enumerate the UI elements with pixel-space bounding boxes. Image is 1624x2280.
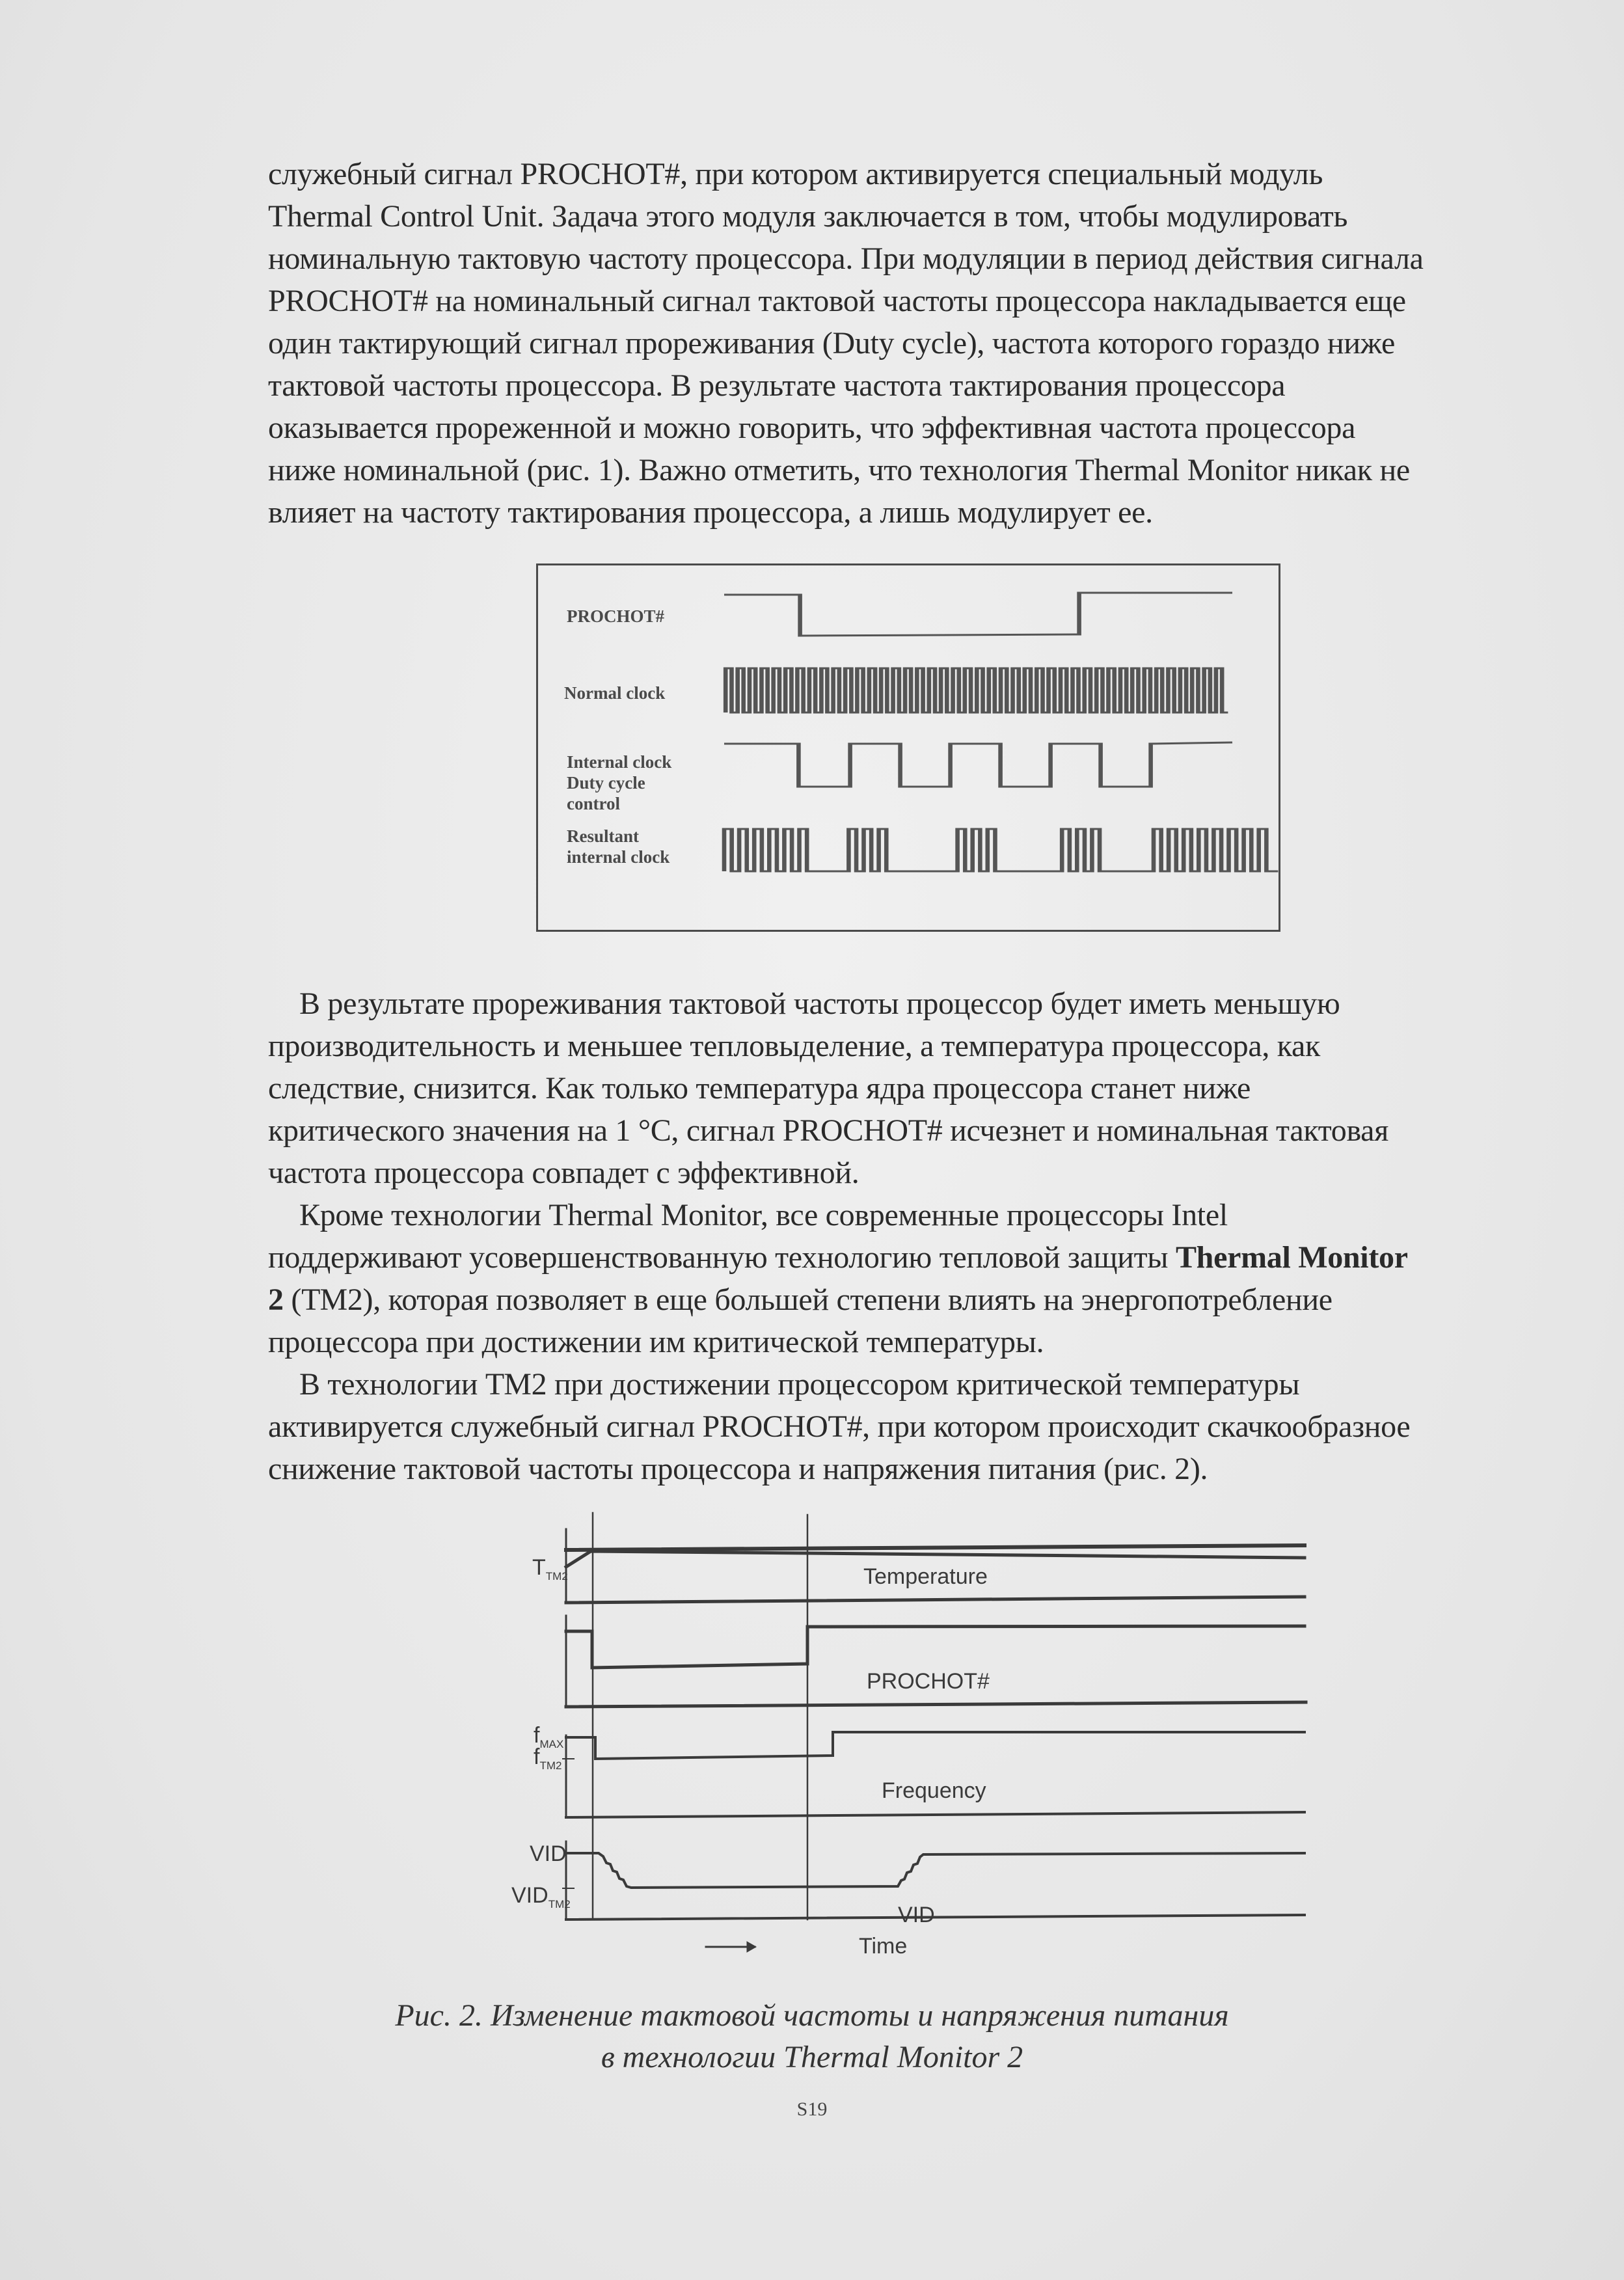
waveform-duty-cycle	[724, 742, 1232, 787]
text-line: В результате прореживания тактовой частоты процессор будет иметь меньшую	[299, 986, 1340, 1021]
label-ftm2	[534, 1744, 562, 1772]
text-line: номинальную тактовую частоту процессора. При модуляции в период действия сигнала	[268, 241, 1424, 276]
fig1-waveforms	[538, 565, 1282, 934]
label-text: f	[534, 1744, 540, 1769]
figure-1-clock-modulation-diagram	[536, 563, 1280, 932]
text-line	[268, 1279, 1333, 1321]
temp-baseline	[566, 1597, 1305, 1603]
label-vid: VID	[530, 1841, 567, 1866]
label-vid-tm2	[511, 1883, 571, 1911]
panel-label-prochot: PROCHOT#	[867, 1669, 990, 1694]
text-line: следствие, снизится. Как только температура ядра процессора станет ниже	[268, 1071, 1251, 1106]
label-normal-clock: Normal clock	[564, 683, 666, 703]
paragraph-result	[268, 983, 1411, 1490]
text-line: служебный сигнал PROCHOT#, при котором активируется специальный модуль	[268, 157, 1323, 191]
term-thermal-monitor: Thermal Monitor	[1175, 1240, 1408, 1275]
figure-2-caption-line1: Рис. 2. Изменение тактовой частоты и напряжения питания	[395, 1998, 1229, 2033]
label-prochot: PROCHOT#	[567, 606, 665, 626]
label-subscript: TM2	[548, 1898, 571, 1910]
text-line: оказывается прореженной и можно говорить, что эффективная частота процессора	[268, 411, 1356, 445]
label-t-tm2	[532, 1555, 568, 1583]
label-control: control	[567, 794, 620, 813]
label-subscript: TM2	[539, 1759, 562, 1772]
prochot-signal	[566, 1626, 1305, 1668]
label-internal-clock: Internal clock	[567, 752, 672, 772]
panel-label-frequency: Frequency	[882, 1778, 986, 1803]
text-line: тактовой частоты процессора. В результате частота тактирования процессора	[268, 368, 1286, 403]
label-duty-cycle: Duty cycle	[567, 773, 645, 793]
text-line: частота процессора совпадет с эффективной.	[268, 1156, 859, 1190]
figure-2-tm2-diagram	[511, 1497, 1314, 1991]
frequency-signal	[566, 1732, 1305, 1759]
text-run: поддерживают усовершенствованную технологию тепловой защиты	[268, 1240, 1176, 1275]
text-line: PROCHOT# на номинальный сигнал тактовой частоты процессора накладывается еще	[268, 284, 1406, 318]
text-line: критического значения на 1 °С, сигнал PROCHOT# исчезнет и номинальная тактовая	[268, 1113, 1388, 1148]
text-line: влияет на частоту тактирования процессора, а лишь модулирует ее.	[268, 495, 1153, 530]
page-number: S19	[796, 2098, 828, 2120]
label-time: Time	[859, 1934, 908, 1959]
vid-signal	[566, 1853, 1305, 1888]
prochot-baseline	[566, 1702, 1306, 1707]
text-line	[268, 1236, 1408, 1279]
time-arrow-head	[747, 1942, 756, 1952]
label-text: VID	[511, 1883, 548, 1908]
text-line: снижение тактовой частоты процессора и напряжения питания (рис. 2).	[268, 1452, 1208, 1486]
paragraph-thermal-control-unit	[268, 153, 1424, 534]
label-text: T	[532, 1555, 546, 1580]
text-line: один тактирующий сигнал прореживания (Duty cycle), частота которого гораздо ниже	[268, 326, 1396, 360]
figure-2-caption-line2: в технологии Thermal Monitor 2	[601, 2040, 1023, 2074]
text-line: процессора при достижении им критической температуры.	[268, 1325, 1044, 1359]
text-line: Кроме технологии Thermal Monitor, все современные процессоры Intel	[299, 1198, 1228, 1232]
waveform-normal-clock	[725, 668, 1228, 712]
label-text: f	[534, 1723, 540, 1748]
waveform-prochot	[724, 593, 1232, 636]
panel-label-vid: VID	[898, 1903, 935, 1927]
text-line: ниже номинальной (рис. 1). Важно отметить, что технология Thermal Monitor никак не	[268, 453, 1410, 487]
label-resultant: Resultant	[567, 826, 640, 846]
waveform-resultant-clock	[724, 829, 1278, 871]
panel-label-temperature: Temperature	[863, 1564, 988, 1589]
text-line: В технологии ТМ2 при достижении процессором критической температуры	[299, 1367, 1300, 1402]
term-thermal-monitor-version: 2	[268, 1282, 284, 1317]
label-subscript: MAX	[539, 1738, 564, 1750]
label-subscript: TM2	[545, 1570, 568, 1582]
vid-baseline	[566, 1915, 1305, 1920]
text-line: Thermal Control Unit. Задача этого модуля заключается в том, чтобы модулировать	[268, 199, 1348, 234]
temp-threshold-line	[566, 1545, 1305, 1550]
text-line: производительность и меньшее тепловыделение, а температура процессора, как	[268, 1029, 1321, 1063]
text-line: активируется служебный сигнал PROCHOT#, при котором происходит скачкообразное	[268, 1409, 1411, 1444]
freq-baseline	[566, 1812, 1305, 1817]
label-resultant-internal-clock: internal clock	[567, 847, 670, 867]
text-run: (ТМ2), которая позволяет в еще большей степени влиять на энергопотребление	[283, 1282, 1333, 1317]
